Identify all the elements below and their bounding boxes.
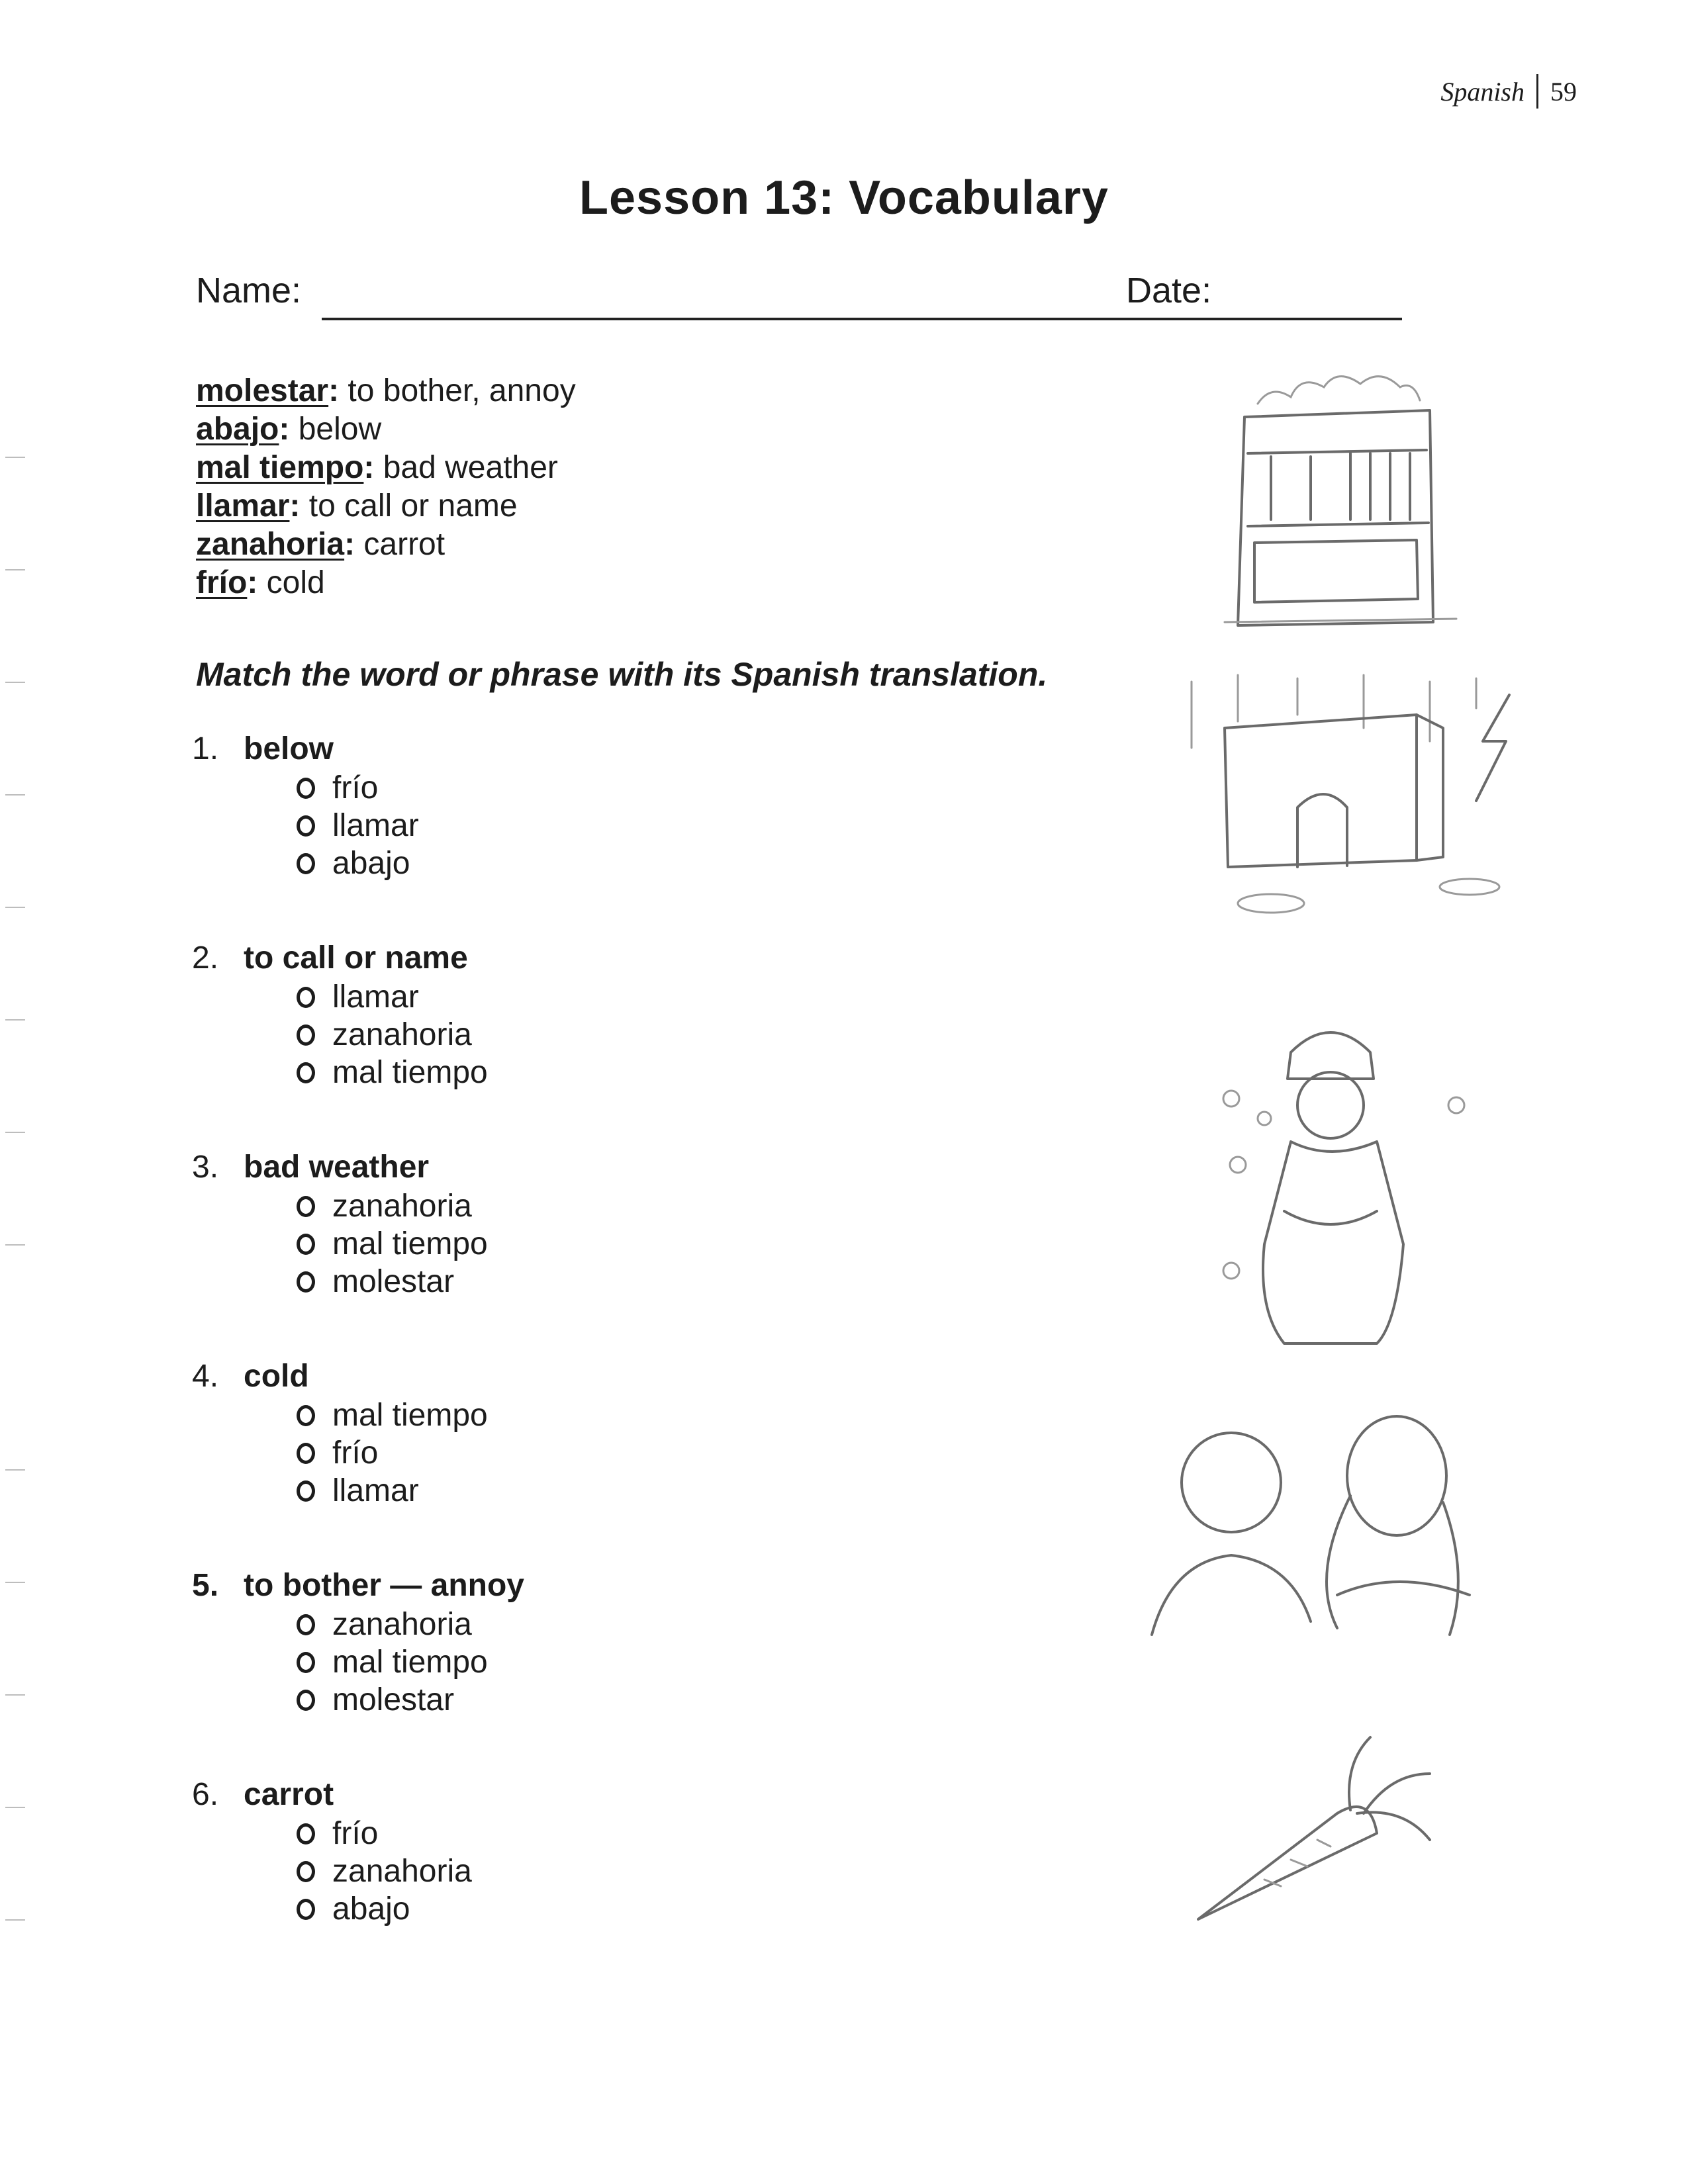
vocab-item: molestar: to bother, annoy xyxy=(196,373,576,408)
answer-option[interactable] xyxy=(297,1434,488,1472)
vocab-meaning: bad weather xyxy=(383,450,558,485)
radio-bubble[interactable] xyxy=(297,815,315,837)
question-number: 3. xyxy=(192,1150,219,1185)
option-label: mal tiempo xyxy=(332,1226,488,1261)
page-number: 59 xyxy=(1550,76,1577,107)
page-title: Lesson 13: Vocabulary xyxy=(579,171,1109,224)
radio-bubble[interactable] xyxy=(297,1024,315,1046)
vocab-meaning: below xyxy=(298,412,382,447)
radio-bubble[interactable] xyxy=(297,1861,315,1882)
radio-bubble[interactable] xyxy=(297,987,315,1008)
question xyxy=(192,1357,488,1510)
question-prompt: cold xyxy=(244,1359,309,1394)
option-label: molestar xyxy=(332,1264,455,1299)
option-label: molestar xyxy=(332,1682,455,1717)
question-number: 2. xyxy=(192,940,219,976)
question xyxy=(192,1775,472,1928)
option-label: zanahoria xyxy=(332,1607,472,1642)
question-prompt: to bother — annoy xyxy=(244,1568,524,1603)
cold-person-illustration xyxy=(1192,993,1483,1350)
answer-option[interactable] xyxy=(297,1681,524,1719)
radio-bubble[interactable] xyxy=(297,778,315,799)
vocab-item: abajo: below xyxy=(196,412,382,447)
vocab-meaning: carrot xyxy=(363,527,445,562)
vocab-item: zanahoria: carrot xyxy=(196,527,445,562)
answer-option[interactable] xyxy=(297,844,419,882)
date-label: Date: xyxy=(1126,271,1212,310)
vocab-item: mal tiempo: bad weather xyxy=(196,450,558,485)
vocab-term: zanahoria xyxy=(196,527,345,562)
answer-option[interactable] xyxy=(297,1016,488,1054)
option-label: zanahoria xyxy=(332,1854,472,1889)
header-divider xyxy=(1536,74,1538,109)
carrot-illustration xyxy=(1185,1721,1450,1933)
bookshelf-illustration xyxy=(1198,357,1483,635)
question-prompt: below xyxy=(244,731,334,766)
answer-option[interactable] xyxy=(297,1187,488,1225)
option-label: mal tiempo xyxy=(332,1398,488,1433)
question-prompt: to call or name xyxy=(244,940,468,976)
option-label: frío xyxy=(332,1816,379,1851)
radio-bubble[interactable] xyxy=(297,1062,315,1083)
radio-bubble[interactable] xyxy=(297,1614,315,1635)
name-field[interactable] xyxy=(322,318,1265,320)
name-date-row xyxy=(196,270,1407,330)
name-label: Name: xyxy=(196,271,302,310)
date-field[interactable] xyxy=(1229,318,1402,320)
vocab-term: mal tiempo xyxy=(196,450,364,485)
storm-house-illustration xyxy=(1165,668,1562,946)
section-name: Spanish xyxy=(1440,76,1524,107)
question-number: 1. xyxy=(192,731,219,766)
radio-bubble[interactable] xyxy=(297,1690,315,1711)
instructions: Match the word or phrase with its Spanish translation. xyxy=(196,656,1048,693)
question xyxy=(192,729,419,882)
option-label: frío xyxy=(332,1435,379,1471)
answer-option[interactable] xyxy=(297,1890,472,1928)
option-label: mal tiempo xyxy=(332,1055,488,1090)
radio-bubble[interactable] xyxy=(297,1899,315,1920)
answer-option[interactable] xyxy=(297,1225,488,1263)
option-label: zanahoria xyxy=(332,1017,472,1052)
question-number: 5. xyxy=(192,1568,219,1603)
answer-option[interactable] xyxy=(297,978,488,1016)
option-label: llamar xyxy=(332,1473,419,1508)
radio-bubble[interactable] xyxy=(297,1271,315,1293)
option-label: abajo xyxy=(332,1891,410,1927)
answer-option[interactable] xyxy=(297,807,419,844)
question-number: 4. xyxy=(192,1359,219,1394)
vocab-term: frío xyxy=(196,565,248,600)
option-label: mal tiempo xyxy=(332,1645,488,1680)
vocab-term: molestar xyxy=(196,373,329,408)
vocab-meaning: cold xyxy=(266,565,325,600)
answer-option[interactable] xyxy=(297,1396,488,1434)
radio-bubble[interactable] xyxy=(297,1652,315,1673)
answer-option[interactable] xyxy=(297,1472,488,1510)
answer-option[interactable] xyxy=(297,1643,524,1681)
vocabulary-list xyxy=(196,372,576,602)
radio-bubble[interactable] xyxy=(297,1234,315,1255)
answer-option[interactable] xyxy=(297,769,419,807)
option-label: zanahoria xyxy=(332,1189,472,1224)
option-label: llamar xyxy=(332,979,419,1015)
question-prompt: bad weather xyxy=(244,1150,430,1185)
question-number: 6. xyxy=(192,1777,219,1812)
question xyxy=(192,1566,524,1719)
answer-option[interactable] xyxy=(297,1852,472,1890)
radio-bubble[interactable] xyxy=(297,1823,315,1844)
answer-option[interactable] xyxy=(297,1815,472,1852)
vocab-meaning: to bother, annoy xyxy=(348,373,576,408)
children-illustration xyxy=(1139,1396,1523,1674)
question xyxy=(192,1148,488,1300)
option-label: abajo xyxy=(332,846,410,881)
answer-option[interactable] xyxy=(297,1606,524,1643)
radio-bubble[interactable] xyxy=(297,1405,315,1426)
question-prompt: carrot xyxy=(244,1777,334,1812)
vocab-term: abajo xyxy=(196,412,279,447)
answer-option[interactable] xyxy=(297,1263,488,1300)
question xyxy=(192,938,488,1091)
radio-bubble[interactable] xyxy=(297,1443,315,1464)
radio-bubble[interactable] xyxy=(297,1480,315,1502)
radio-bubble[interactable] xyxy=(297,853,315,874)
page-header xyxy=(1440,74,1577,109)
vocab-item: llamar: to call or name xyxy=(196,488,518,523)
radio-bubble[interactable] xyxy=(297,1196,315,1217)
option-label: llamar xyxy=(332,808,419,843)
answer-option[interactable] xyxy=(297,1054,488,1091)
option-label: frío xyxy=(332,770,379,805)
vocab-meaning: to call or name xyxy=(308,488,518,523)
vocab-term: llamar xyxy=(196,488,290,523)
vocab-item: frío: cold xyxy=(196,565,325,600)
